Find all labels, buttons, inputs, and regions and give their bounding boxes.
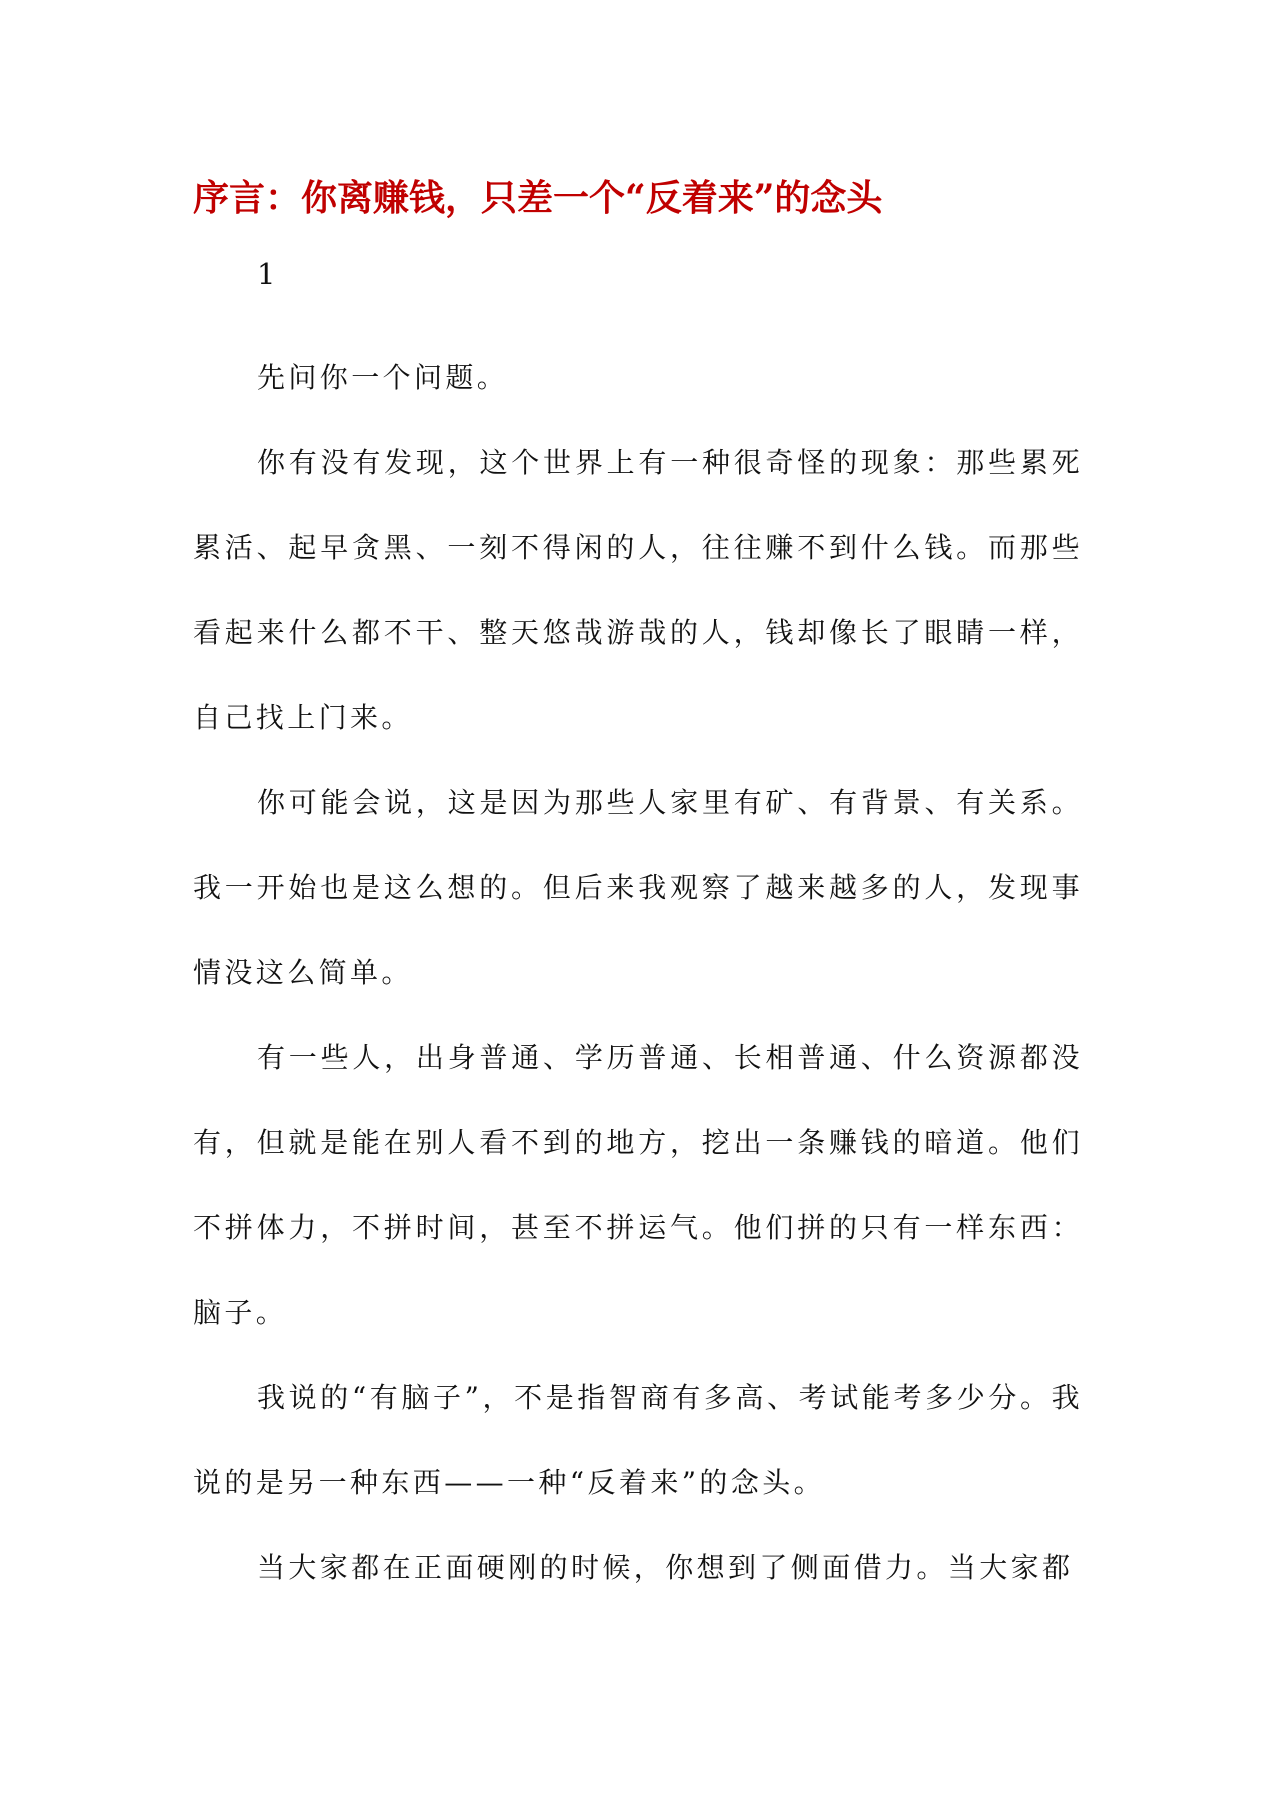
body-paragraph: 你可能会说，这是因为那些人家里有矿、有背景、有关系。我一开始也是这么想的。但后来我观察了越来越多的人，发现事情没这么简单。: [193, 786, 1083, 989]
body-paragraph: 你有没有发现，这个世界上有一种很奇怪的现象：那些累死累活、起早贪黑、一刻不得闲的人，往往赚不到什么钱。而那些看起来什么都不干、整天悠哉游哉的人，钱却像长了眼睛一样，自己找上门来。: [193, 446, 1083, 734]
body-paragraph: 我说的“有脑子”，不是指智商有多高、考试能考多少分。我说的是另一种东西——一种“反着来”的念头。: [193, 1381, 1083, 1499]
body-paragraph: 当大家都在正面硬刚的时候，你想到了侧面借力。当大家都: [257, 1551, 1074, 1584]
page-content: [193, 168, 1083, 1610]
body-paragraph: 有一些人，出身普通、学历普通、长相普通、什么资源都没有，但就是能在别人看不到的地方，挖出一条赚钱的暗道。他们不拼体力，不拼时间，甚至不拼运气。他们拼的只有一样东西：脑子。: [193, 1041, 1083, 1329]
chapter-title: 序言：你离赚钱，只差一个“反着来”的念头: [193, 177, 883, 219]
section-number: 1: [257, 257, 276, 291]
body-paragraph: 先问你一个问题。: [257, 361, 509, 394]
